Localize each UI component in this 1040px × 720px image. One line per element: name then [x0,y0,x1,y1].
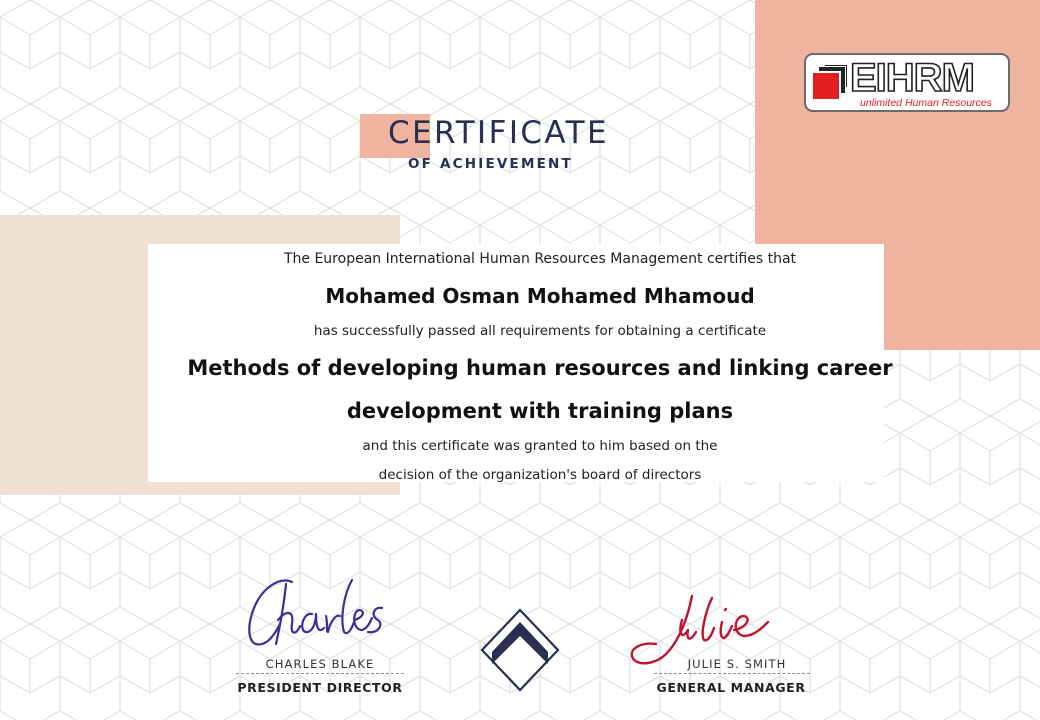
right-signatory-name: JULIE S. SMITH [687,657,787,671]
left-signatory-name: CHARLES BLAKE [265,657,375,671]
certificate-title: CERTIFICATE [388,115,609,151]
right-signatory-role: GENERAL MANAGER [656,680,806,695]
course-title-line-2: development with training plans [346,399,734,423]
logo-tagline: unlimited Human Resources [860,97,992,109]
course-title-line-1: Methods of developing human resources and linking career [187,356,893,380]
left-signature-divider [236,673,404,674]
julie-signature [626,590,776,666]
passed-text: has successfully passed all requirements for obtaining a certificate [313,323,767,339]
grant-text-line-1: and this certificate was granted to him based on the [362,438,718,454]
recipient-name: Mohamed Osman Mohamed Mhamoud [325,284,755,308]
right-signature-divider [654,673,810,674]
grant-text-line-2: decision of the organization's board of directors [378,467,702,483]
logo-name: EIHRM [850,56,974,100]
eihrm-logo [804,53,1010,112]
chevron-emblem-icon [480,608,560,692]
certificate-subtitle: OF ACHIEVEMENT [408,156,573,172]
left-signatory-role: PRESIDENT DIRECTOR [237,680,403,695]
charles-signature [240,574,390,654]
red-square-logo-icon [813,65,847,99]
intro-text: The European International Human Resources Management certifies that [283,251,797,267]
